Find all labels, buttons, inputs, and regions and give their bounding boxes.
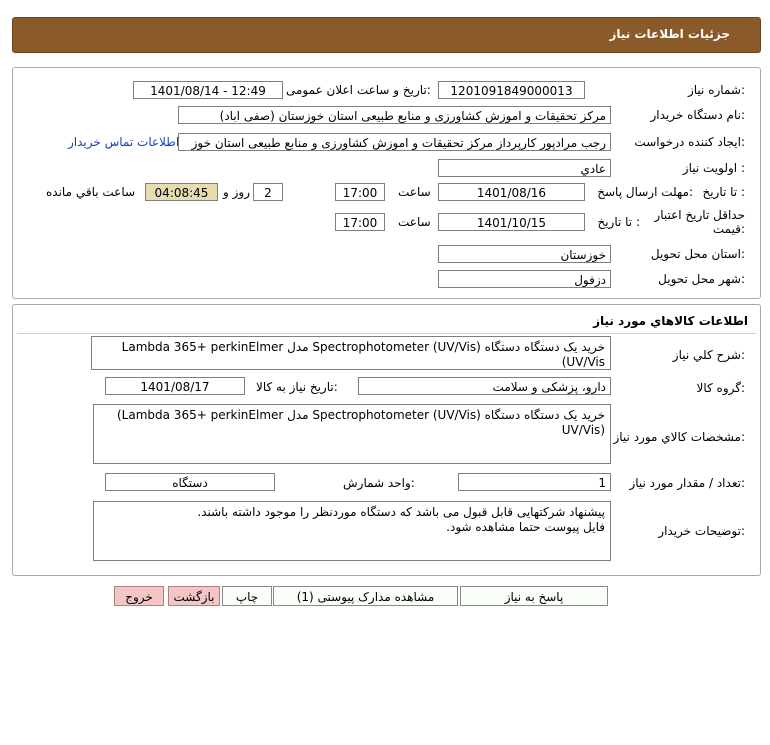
requester-field: رجب مرادپور کارپرداز مرکز تحقیقات و اموزش کشاورزی و منابع طبیعی استان خوز xyxy=(178,133,611,151)
unit-field: دستگاه xyxy=(105,473,275,491)
buyer-notes-field: پیشنهاد شرکتهایی قابل قبول می باشد که دستگاه موردنظر را موجود داشته باشند. فایل پیوست حتما مشاهده شود. xyxy=(93,501,611,561)
deadline-date-field: 1401/08/16 xyxy=(438,183,585,201)
remaining-time-field: 04:08:45 xyxy=(145,183,218,201)
announce-label: تاریخ و ساعت اعلان عمومی: xyxy=(286,83,431,97)
deadline-label: مهلت ارسال پاسخ: xyxy=(597,185,693,199)
city-label: شهر محل تحویل: xyxy=(658,272,745,286)
validity-to-label: تا تاریخ : xyxy=(597,215,640,229)
print-button[interactable]: چاپ xyxy=(222,586,272,606)
deadline-time-field: 17:00 xyxy=(335,183,385,201)
buyer-notes-label: توضیحات خریدار: xyxy=(658,524,745,538)
deadline-time-label: ساعت xyxy=(398,185,431,199)
announce-field: 1401/08/14 - 12:49 xyxy=(133,81,283,99)
priority-field: عادي xyxy=(438,159,611,177)
need-number-field: 1201091849000013 xyxy=(438,81,585,99)
goods-panel xyxy=(12,304,761,576)
need-date-field: 1401/08/17 xyxy=(105,377,245,395)
days-label: روز و xyxy=(223,185,250,199)
validity-time-label: ساعت xyxy=(398,215,431,229)
section-divider xyxy=(17,333,756,334)
view-attachments-button[interactable]: مشاهده مدارک پیوستی (1) xyxy=(273,586,458,606)
specs-field: خرید یک دستگاه دستگاه Spectrophotometer (UV/Vis) مدل Lambda 365+ perkinElmer) (UV/Vis xyxy=(93,404,611,464)
buyer-org-label: نام دستگاه خریدار: xyxy=(650,108,745,122)
province-field: خوزستان xyxy=(438,245,611,263)
need-number-label: شماره نیاز: xyxy=(687,83,745,97)
requester-label: ایجاد کننده درخواست: xyxy=(634,135,745,149)
unit-label: واحد شمارش: xyxy=(343,476,415,490)
validity-time-field: 17:00 xyxy=(335,213,385,231)
validity-date-field: 1401/10/15 xyxy=(438,213,585,231)
summary-field: خرید یک دستگاه دستگاه Spectrophotometer (UV/Vis) مدل Lambda 365+ perkinElmer (UV/Vis xyxy=(91,336,611,370)
group-field: دارو، پزشکی و سلامت xyxy=(358,377,611,395)
group-label: گروه کالا: xyxy=(696,381,745,395)
priority-label: اولویت نیاز : xyxy=(682,161,745,175)
remaining-label: ساعت باقي مانده xyxy=(46,185,136,199)
validity-label-2: قیمت: xyxy=(712,222,745,236)
page-title: جزئیات اطلاعات نیاز xyxy=(609,27,730,41)
summary-label: شرح کلي نياز: xyxy=(672,348,745,362)
deadline-to-label: تا تاریخ : xyxy=(702,185,745,199)
city-field: دزفول xyxy=(438,270,611,288)
buyer-contact-link[interactable]: اطلاعات تماس خریدار xyxy=(68,135,180,149)
reply-button[interactable]: پاسخ به نیاز xyxy=(460,586,608,606)
need-date-label: تاریخ نیاز به کالا: xyxy=(256,380,338,394)
page-header xyxy=(12,17,761,53)
days-field: 2 xyxy=(253,183,283,201)
buyer-org-field: مرکز تحقیقات و اموزش کشاورزی و منابع طبیعی استان خوزستان (صفی اباد) xyxy=(178,106,611,124)
specs-label: مشخصات کالاي مورد نياز: xyxy=(613,430,745,444)
back-button[interactable]: بازگشت xyxy=(168,586,220,606)
quantity-field: 1 xyxy=(458,473,611,491)
exit-button[interactable]: خروج xyxy=(114,586,164,606)
goods-section-title: اطلاعات کالاهاي مورد نياز xyxy=(593,314,748,328)
validity-label-1: حداقل تاریخ اعتبار xyxy=(654,208,745,222)
need-info-panel xyxy=(12,67,761,299)
province-label: استان محل تحویل: xyxy=(650,247,745,261)
quantity-label: تعداد / مقدار مورد نیاز: xyxy=(629,476,745,490)
